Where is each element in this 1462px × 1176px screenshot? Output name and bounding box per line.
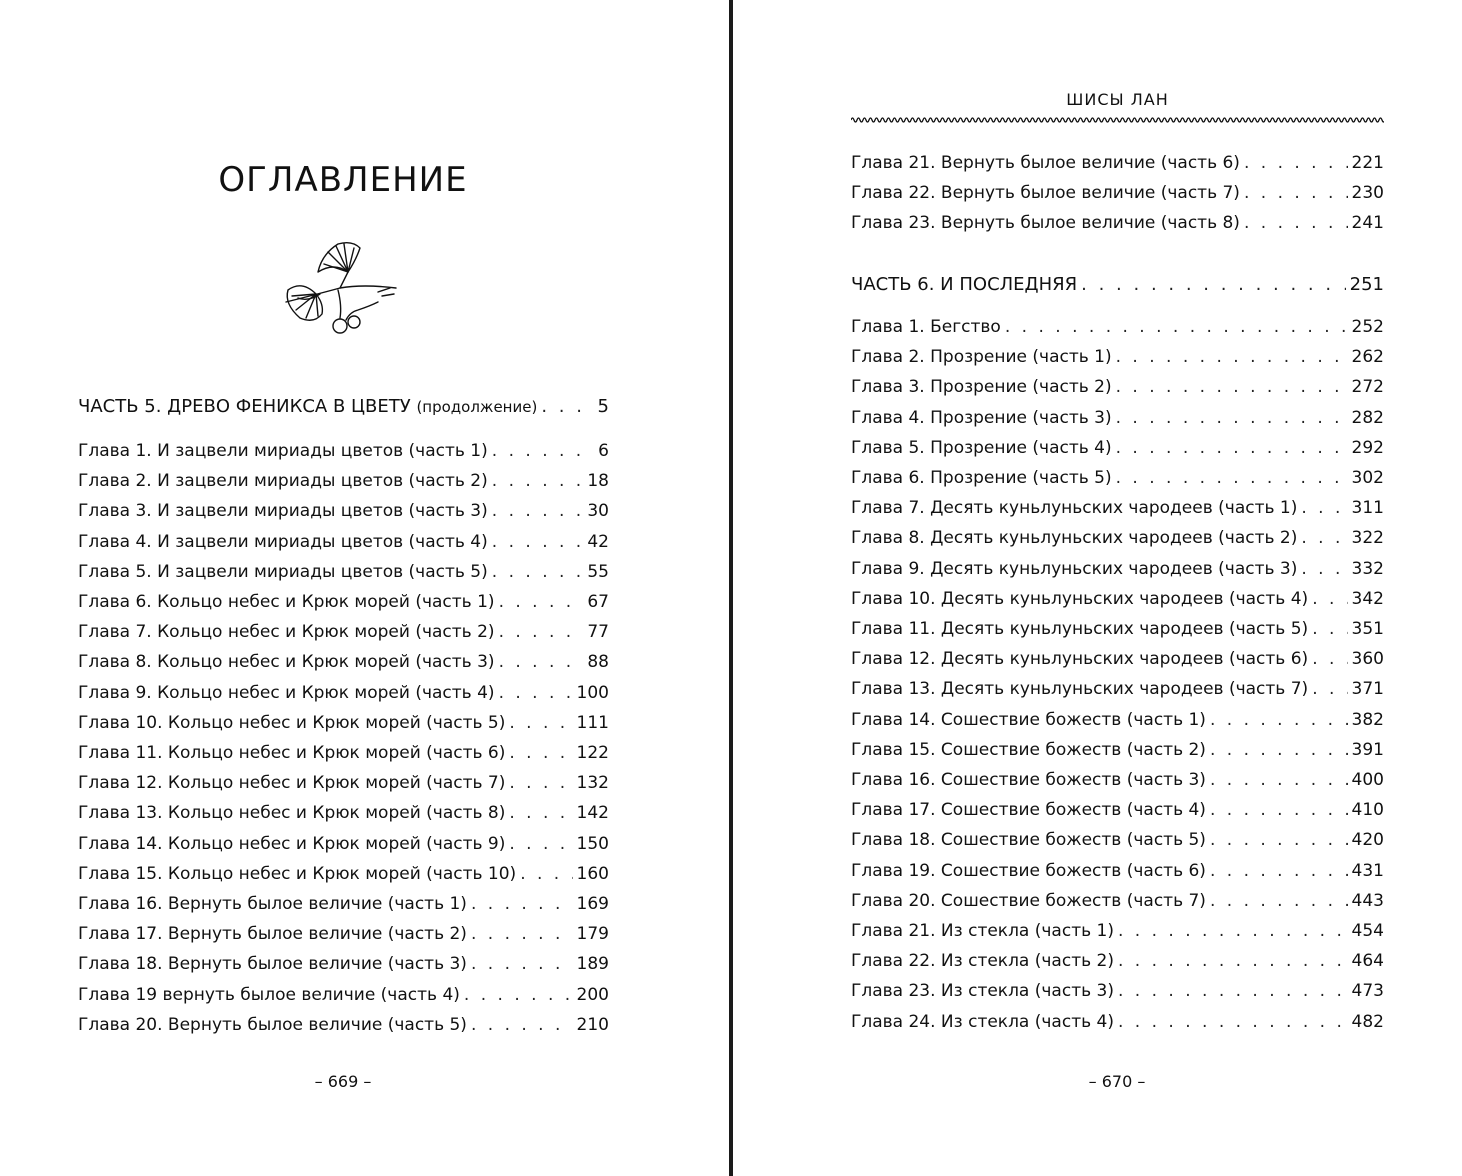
toc-entry-title: Глава 6. Кольцо небес и Крюк морей (часть 1): [78, 592, 495, 612]
toc-entry-title: Глава 20. Сошествие божеств (часть 7): [851, 890, 1206, 911]
toc-page-number: 221: [1351, 153, 1384, 173]
toc-entry[interactable]: [78, 440, 609, 462]
leader-dots: [1210, 709, 1348, 731]
toc-entry[interactable]: [78, 651, 609, 673]
toc-entry[interactable]: [851, 497, 1384, 519]
toc-entry[interactable]: [78, 1014, 609, 1036]
toc-entry[interactable]: [78, 470, 609, 492]
toc-entry-title: Глава 8. Десять куньлуньских чародеев (часть 2): [851, 528, 1298, 549]
leader-dots: [1116, 467, 1348, 489]
leader-dots: [1118, 1011, 1348, 1033]
toc-entry[interactable]: [78, 682, 609, 704]
toc-entry[interactable]: [851, 618, 1384, 640]
toc-entry[interactable]: [851, 376, 1384, 398]
toc-entry-title: Глава 14. Кольцо небес и Крюк морей (часть 9): [78, 833, 506, 854]
toc-entry-title: Глава 12. Кольцо небес и Крюк морей (часть 7): [78, 773, 506, 794]
toc-page-number: 371: [1351, 679, 1384, 700]
toc-entry-title: Глава 18. Вернуть былое величие (часть 3): [78, 954, 467, 975]
toc-page-number: 454: [1351, 921, 1384, 941]
leader-dots: [509, 712, 572, 734]
toc-entry-title: Глава 5. И зацвели мириады цветов (часть 5): [78, 561, 488, 582]
toc-entry[interactable]: [851, 890, 1384, 912]
toc-page-number: 311: [1351, 498, 1384, 519]
toc-entry[interactable]: [78, 712, 609, 734]
toc-page-number: 100: [576, 682, 609, 703]
leader-dots: [1210, 829, 1348, 851]
folio-left: – 669 –: [314, 1072, 372, 1091]
toc-entry-title: Глава 11. Кольцо небес и Крюк морей (часть 6): [78, 743, 506, 763]
leader-dots: [1312, 648, 1347, 670]
leader-dots: [471, 923, 573, 945]
toc-entry-title: Глава 23. Вернуть былое величие (часть 8): [851, 213, 1240, 234]
toc-entry[interactable]: [851, 152, 1384, 174]
leader-dots: [1116, 346, 1348, 368]
toc-page-number: 122: [576, 743, 609, 763]
toc-page-number: 169: [576, 894, 609, 914]
toc-entry[interactable]: [78, 500, 609, 522]
leader-dots: [499, 591, 584, 613]
running-head: ШИСЫ ЛАН: [1066, 90, 1169, 109]
leader-dots: [492, 561, 584, 583]
toc-page-number: 322: [1351, 528, 1384, 549]
toc-page-number: 443: [1351, 890, 1384, 911]
toc-part-title: ЧАСТЬ 5. ДРЕВО ФЕНИКСА В ЦВЕТУ: [78, 396, 411, 417]
toc-entry-title: Глава 12. Десять куньлуньских чародеев (часть 6): [851, 649, 1309, 670]
toc-page-number: 241: [1351, 213, 1384, 234]
leader-dots: [1312, 588, 1347, 610]
toc-page-number: 55: [587, 561, 609, 582]
toc-part-line[interactable]: [851, 274, 1384, 296]
toc-entry-title: Глава 19 вернуть былое величие (часть 4): [78, 984, 460, 1005]
leader-dots: [1210, 739, 1348, 761]
toc-entry[interactable]: [851, 920, 1384, 942]
toc-page-number: 382: [1351, 709, 1384, 730]
toc-entry-title: Глава 13. Десять куньлуньских чародеев (часть 7): [851, 679, 1309, 700]
toc-entry[interactable]: [78, 923, 609, 945]
leader-dots: [509, 802, 572, 824]
toc-part-title: ЧАСТЬ 6. И ПОСЛЕДНЯЯ: [851, 274, 1078, 295]
toc-entry[interactable]: [851, 316, 1384, 338]
toc-page-number: 142: [576, 803, 609, 824]
toc-page-number: 77: [587, 622, 609, 643]
toc-entry[interactable]: [851, 648, 1384, 670]
toc-page-number: 251: [1349, 274, 1384, 295]
toc-page-number: 292: [1351, 437, 1384, 458]
toc-page-number: 67: [587, 592, 609, 612]
toc-entry[interactable]: [851, 437, 1384, 459]
leader-dots: [471, 953, 573, 975]
toc-entry-title: Глава 18. Сошествие божеств (часть 5): [851, 830, 1206, 851]
leader-dots: [1312, 678, 1347, 700]
toc-entry-title: Глава 8. Кольцо небес и Крюк морей (часть 3): [78, 652, 495, 673]
toc-entry-title: Глава 6. Прозрение (часть 5): [851, 468, 1112, 488]
leader-dots: [1244, 182, 1348, 204]
toc-entry-title: Глава 9. Десять куньлуньских чародеев (часть 3): [851, 558, 1298, 579]
ginkgo-branch-icon: [278, 232, 403, 344]
toc-entry-title: Глава 10. Кольцо небес и Крюк морей (часть 5): [78, 712, 506, 733]
toc-page-number: 132: [576, 773, 609, 794]
toc-entry[interactable]: [78, 772, 609, 794]
toc-page-number: 262: [1351, 347, 1384, 368]
toc-page-number: 210: [576, 1014, 609, 1035]
toc-entry-title: Глава 21. Вернуть былое величие (часть 6): [851, 153, 1240, 173]
toc-entry-title: Глава 15. Кольцо небес и Крюк морей (часть 10): [78, 863, 517, 884]
leader-dots: [1312, 618, 1347, 640]
toc-page-number: 200: [576, 984, 609, 1005]
toc-entry-title: Глава 1. И зацвели мириады цветов (часть 1): [78, 441, 488, 461]
leader-dots: [492, 470, 584, 492]
toc-page-number: 332: [1351, 558, 1384, 579]
leader-dots: [1210, 769, 1348, 791]
toc-entry[interactable]: [78, 953, 609, 975]
toc-page-number: 464: [1351, 951, 1384, 972]
toc-entry-title: Глава 3. И зацвели мириады цветов (часть 3): [78, 501, 488, 522]
toc-page-number: 473: [1351, 981, 1384, 1002]
leader-dots: [492, 440, 594, 462]
leader-dots: [541, 396, 593, 418]
toc-page-number: 282: [1351, 407, 1384, 428]
toc-page-number: 272: [1351, 377, 1384, 398]
toc-entry[interactable]: [78, 802, 609, 824]
toc-entry[interactable]: [851, 1011, 1384, 1033]
leader-dots: [1118, 980, 1348, 1002]
toc-entry[interactable]: [851, 980, 1384, 1002]
leader-dots: [499, 651, 584, 673]
toc-entry[interactable]: [78, 591, 609, 613]
toc-entry[interactable]: [851, 558, 1384, 580]
leader-dots: [464, 984, 573, 1006]
leader-dots: [492, 531, 584, 553]
leader-dots: [471, 1014, 573, 1036]
toc-entry[interactable]: [78, 833, 609, 855]
toc-title: ОГЛАВЛЕНИЕ: [218, 160, 468, 200]
toc-entry-title: Глава 19. Сошествие божеств (часть 6): [851, 860, 1206, 881]
toc-entry[interactable]: [851, 182, 1384, 204]
toc-page-number: 150: [576, 833, 609, 854]
leader-dots: [1118, 920, 1348, 942]
leader-dots: [499, 621, 584, 643]
leader-dots: [520, 863, 572, 885]
toc-entry-title: Глава 23. Из стекла (часть 3): [851, 981, 1114, 1002]
toc-entry-title: Глава 10. Десять куньлуньских чародеев (часть 4): [851, 588, 1309, 609]
toc-entry-title: Глава 3. Прозрение (часть 2): [851, 377, 1112, 398]
leader-dots: [1244, 152, 1348, 174]
toc-entry[interactable]: [851, 346, 1384, 368]
leader-dots: [509, 742, 572, 764]
toc-page-number: 88: [587, 652, 609, 673]
toc-page-number: 302: [1351, 468, 1384, 488]
folio-right: – 670 –: [1088, 1072, 1146, 1091]
toc-entry-title: Глава 2. И зацвели мириады цветов (часть 2): [78, 471, 488, 492]
toc-page-number: 400: [1351, 770, 1384, 790]
wavy-rule: [851, 115, 1384, 125]
toc-entry-title: Глава 16. Вернуть былое величие (часть 1): [78, 894, 467, 914]
toc-page-number: 160: [576, 863, 609, 884]
leader-dots: [1210, 860, 1348, 882]
toc-entry-title: Глава 13. Кольцо небес и Крюк морей (часть 8): [78, 803, 506, 824]
toc-page-number: 18: [587, 471, 609, 492]
toc-page-number: 360: [1351, 649, 1384, 670]
toc-page-number: 42: [587, 531, 609, 552]
toc-entry[interactable]: [851, 709, 1384, 731]
toc-entry-title: Глава 11. Десять куньлуньских чародеев (часть 5): [851, 619, 1309, 639]
leader-dots: [509, 772, 572, 794]
toc-entry[interactable]: [78, 742, 609, 764]
toc-entry[interactable]: [851, 467, 1384, 489]
toc-page-number: 5: [597, 396, 609, 417]
toc-part-note: (продолжение): [416, 398, 538, 416]
leader-dots: [1116, 407, 1348, 429]
leader-dots: [1301, 558, 1347, 580]
leader-dots: [1116, 437, 1348, 459]
toc-entry-title: Глава 15. Сошествие божеств (часть 2): [851, 739, 1206, 760]
toc-entry[interactable]: [851, 527, 1384, 549]
leader-dots: [1081, 274, 1345, 296]
toc-page-number: 431: [1351, 860, 1384, 881]
toc-entry-title: Глава 14. Сошествие божеств (часть 1): [851, 709, 1206, 730]
toc-page-number: 189: [576, 954, 609, 975]
leader-dots: [1210, 890, 1348, 912]
toc-entry-title: Глава 7. Кольцо небес и Крюк морей (часть 2): [78, 622, 495, 643]
toc-entry-title: Глава 7. Десять куньлуньских чародеев (часть 1): [851, 498, 1298, 519]
toc-entry-title: Глава 22. Вернуть былое величие (часть 7): [851, 183, 1240, 204]
toc-entry[interactable]: [851, 769, 1384, 791]
toc-entry[interactable]: [851, 212, 1384, 234]
toc-entry[interactable]: [78, 984, 609, 1006]
leader-dots: [1118, 950, 1348, 972]
toc-entry[interactable]: [851, 950, 1384, 972]
toc-entry[interactable]: [78, 863, 609, 885]
toc-page-number: 482: [1351, 1011, 1384, 1032]
toc-entry[interactable]: [851, 829, 1384, 851]
toc-page-number: 391: [1351, 739, 1384, 760]
leader-dots: [1301, 497, 1347, 519]
toc-entry-title: Глава 22. Из стекла (часть 2): [851, 951, 1114, 972]
toc-page-number: 230: [1351, 183, 1384, 204]
toc-entry[interactable]: [78, 621, 609, 643]
toc-entry-title: Глава 2. Прозрение (часть 1): [851, 347, 1112, 368]
toc-entry-title: Глава 4. Прозрение (часть 3): [851, 407, 1112, 428]
toc-entry-title: Глава 1. Бегство: [851, 317, 1001, 337]
leader-dots: [1116, 376, 1348, 398]
toc-page-number: 351: [1351, 619, 1384, 639]
leader-dots: [1005, 316, 1348, 338]
toc-entry[interactable]: [851, 799, 1384, 821]
leader-dots: [1210, 799, 1348, 821]
toc-entry[interactable]: [851, 860, 1384, 882]
toc-page-number: 342: [1351, 588, 1384, 609]
toc-entry[interactable]: [78, 893, 609, 915]
toc-part-line[interactable]: [78, 396, 609, 418]
toc-page-number: 111: [576, 712, 609, 733]
leader-dots: [1244, 212, 1348, 234]
toc-page-number: 252: [1351, 317, 1384, 337]
toc-entry-title: Глава 20. Вернуть былое величие (часть 5): [78, 1014, 467, 1035]
toc-entry[interactable]: [851, 678, 1384, 700]
toc-entry-title: Глава 9. Кольцо небес и Крюк морей (часть 4): [78, 682, 495, 703]
toc-entry[interactable]: [851, 739, 1384, 761]
toc-page-number: 420: [1351, 830, 1384, 851]
toc-entry-title: Глава 17. Сошествие божеств (часть 4): [851, 800, 1206, 821]
toc-entry-title: Глава 21. Из стекла (часть 1): [851, 921, 1114, 941]
leader-dots: [1301, 527, 1347, 549]
toc-entry[interactable]: [851, 588, 1384, 610]
toc-entry[interactable]: [78, 531, 609, 553]
toc-entry-title: Глава 4. И зацвели мириады цветов (часть 4): [78, 531, 488, 552]
toc-page-number: 30: [587, 501, 609, 522]
leader-dots: [499, 682, 573, 704]
toc-page-number: 6: [598, 441, 609, 461]
toc-entry-title: Глава 17. Вернуть былое величие (часть 2): [78, 924, 467, 945]
toc-entry[interactable]: [851, 407, 1384, 429]
toc-entry-title: Глава 24. Из стекла (часть 4): [851, 1011, 1114, 1032]
toc-page-number: 179: [576, 924, 609, 945]
leader-dots: [492, 500, 584, 522]
toc-page-number: 410: [1351, 800, 1384, 821]
leader-dots: [509, 833, 572, 855]
toc-entry[interactable]: [78, 561, 609, 583]
toc-entry-title: Глава 5. Прозрение (часть 4): [851, 437, 1112, 458]
toc-entry-title: Глава 16. Сошествие божеств (часть 3): [851, 770, 1206, 790]
leader-dots: [471, 893, 573, 915]
